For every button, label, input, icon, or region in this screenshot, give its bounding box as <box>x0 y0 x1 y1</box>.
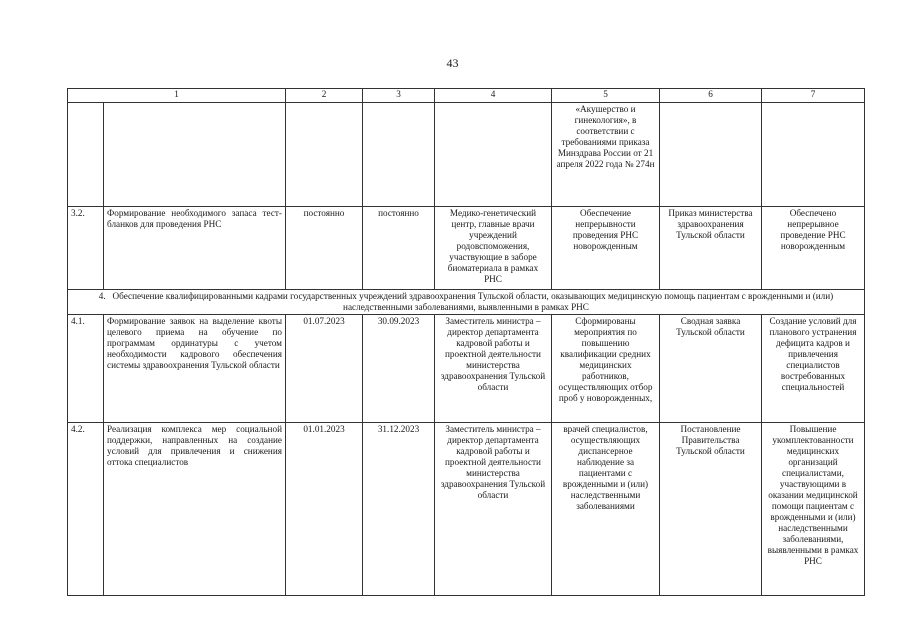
cell-activity: Формирование заявок на выделение квоты целевого приема на обучение по программам ординатуры с учетом необходимости кадрового обеспечения системы здравоохранения Тульской области <box>104 315 286 423</box>
section-heading <box>68 290 865 315</box>
cell-number: 3.2. <box>68 207 104 290</box>
col-header-4: 4 <box>435 89 552 103</box>
table-row-continuation <box>68 103 865 207</box>
table-row <box>68 315 865 423</box>
cell-document: Сводная заявка Тульской области <box>660 315 762 423</box>
cell-start-date: 01.01.2023 <box>286 423 363 596</box>
section-heading-row <box>68 290 865 315</box>
cell-document: Приказ министерства здравоохранения Тульской области <box>660 207 762 290</box>
cell-responsible: Заместитель министра – директор департамента кадровой работы и проектной деятельности министерства здравоохранения Тульской области <box>435 315 552 423</box>
cell-effect: Обеспечено непрерывное проведение РНС новорожденным <box>762 207 865 290</box>
cell-result: «Акушерство и гинекология», в соответствии с требованиями приказа Минздрава России от 21 апреля 2022 года № 274н <box>552 103 660 207</box>
section-title: Обеспечение квалифицированными кадрами государственных учреждений здравоохранения Тульской области, оказывающих медицинскую помощь пациентам с врожденными и (или) наследственными заболеваниями, выявленными в рамках РНС <box>112 291 834 312</box>
cell-empty <box>363 103 435 207</box>
table-row <box>68 423 865 596</box>
cell-effect: Повышение укомплектованности медицинских организаций специалистами, участвующими в оказании медицинской помощи пациентам с врожденными и (или) наследственными заболеваниями, выявленными в рамках РНС <box>762 423 865 596</box>
col-header-3: 3 <box>363 89 435 103</box>
cell-activity: Реализация комплекса мер социальной поддержки, направленных на создание условий для привлечения и снижения оттока специалистов <box>104 423 286 596</box>
cell-end-date: 31.12.2023 <box>363 423 435 596</box>
col-header-2: 2 <box>286 89 363 103</box>
col-header-7: 7 <box>762 89 865 103</box>
page-number: 43 <box>446 56 459 70</box>
section-number: 4. <box>98 291 106 301</box>
table-row <box>68 207 865 290</box>
cell-activity: Формирование необходимого запаса тест-бланков для проведения РНС <box>104 207 286 290</box>
cell-result: врачей специалистов, осуществляющих диспансерное наблюдение за пациентами с врожденными и (или) наследственными заболеваниями <box>552 423 660 596</box>
cell-empty <box>660 103 762 207</box>
cell-number: 4.2. <box>68 423 104 596</box>
cell-start-date: постоянно <box>286 207 363 290</box>
cell-number: 4.1. <box>68 315 104 423</box>
cell-start-date: 01.07.2023 <box>286 315 363 423</box>
cell-end-date: 30.09.2023 <box>363 315 435 423</box>
cell-responsible: Медико-генетический центр, главные врачи учреждений родовспоможения, участвующие в заборе биоматериала в рамках РНС <box>435 207 552 290</box>
cell-result: Обеспечение непрерывности проведения РНС новорожденным <box>552 207 660 290</box>
cell-empty <box>435 103 552 207</box>
activities-table <box>67 88 865 596</box>
cell-empty <box>762 103 865 207</box>
col-header-1: 1 <box>68 89 286 103</box>
col-header-6: 6 <box>660 89 762 103</box>
cell-empty <box>286 103 363 207</box>
header-row <box>68 89 865 103</box>
cell-end-date: постоянно <box>363 207 435 290</box>
cell-effect: Создание условий для планового устранения дефицита кадров и привлечения специалистов востребованных специальностей <box>762 315 865 423</box>
cell-responsible: Заместитель министра – директор департамента кадровой работы и проектной деятельности министерства здравоохранения Тульской области <box>435 423 552 596</box>
cell-empty <box>68 103 104 207</box>
cell-document: Постановление Правительства Тульской области <box>660 423 762 596</box>
cell-empty <box>104 103 286 207</box>
cell-result: Сформированы мероприятия по повышению квалификации средних медицинских работников, осуществляющих отбор проб у новорожденных, <box>552 315 660 423</box>
col-header-5: 5 <box>552 89 660 103</box>
